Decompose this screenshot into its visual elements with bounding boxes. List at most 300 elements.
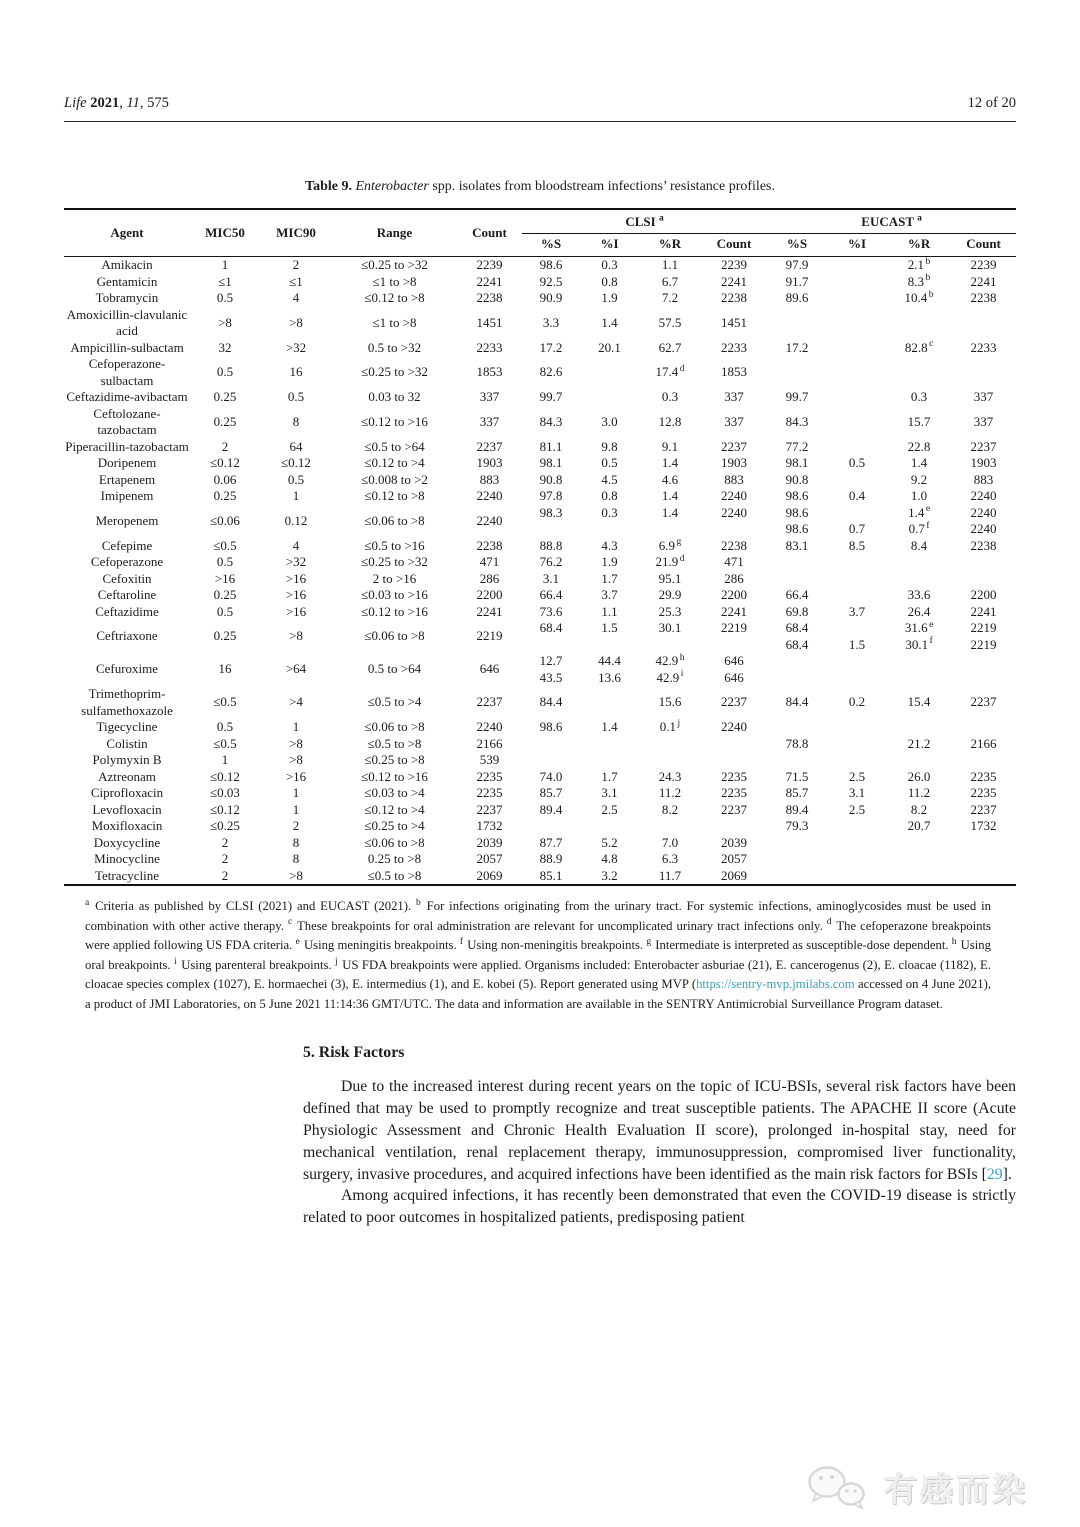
value-cell: >64 bbox=[285, 661, 307, 677]
value-cell: 11.7 bbox=[658, 867, 682, 883]
value-cell: 71.5 bbox=[785, 768, 809, 784]
value-cell: 3.3 bbox=[542, 314, 560, 330]
value-cell: 0.5 bbox=[216, 603, 234, 619]
value-cell: 83.1 bbox=[785, 537, 809, 553]
value-cell: >16 bbox=[285, 603, 307, 619]
value-cell: 2 bbox=[221, 438, 229, 454]
value-cell: 62.7 bbox=[658, 339, 682, 355]
value-cell: 16 bbox=[218, 661, 232, 677]
value-cell: 89.6 bbox=[785, 290, 809, 305]
value-cell: 2241 bbox=[970, 603, 997, 619]
value-cell: ≤0.25 to >4 bbox=[364, 818, 425, 833]
value-cell: 0.5 bbox=[287, 471, 305, 487]
value-cell bbox=[951, 307, 1016, 340]
value-cell bbox=[887, 868, 951, 886]
value-cell: ≤0.5 to >16 bbox=[364, 537, 425, 553]
value-cell: 337 bbox=[973, 413, 994, 429]
value-cell bbox=[767, 851, 827, 868]
value-cell: 2237 bbox=[476, 438, 503, 454]
value-cell: 74.0 bbox=[539, 768, 563, 784]
value-cell: 0.4 bbox=[848, 488, 866, 503]
value-cell: ≤0.12 to >8 bbox=[364, 290, 425, 305]
value-cell bbox=[827, 472, 887, 489]
table-row bbox=[64, 620, 1016, 653]
value-cell: 2240 bbox=[476, 488, 503, 503]
value-cell: 0.25 bbox=[213, 587, 237, 602]
value-cell: 2239 bbox=[970, 257, 997, 272]
value-cell bbox=[639, 736, 701, 753]
value-cell: 337 bbox=[724, 413, 744, 429]
value-cell bbox=[827, 868, 887, 886]
value-cell: 4.6 bbox=[661, 471, 679, 487]
col-header-range: Range bbox=[332, 209, 457, 257]
value-cell: 3.1 bbox=[542, 570, 560, 586]
value-cell: 2039 bbox=[476, 834, 503, 850]
value-cell: 0.5 to >64 bbox=[367, 661, 422, 677]
value-cell: 0.1 $^j$ bbox=[659, 718, 681, 734]
value-cell bbox=[522, 752, 580, 769]
table-row bbox=[64, 257, 1016, 274]
value-cell: 0.25 bbox=[213, 413, 237, 429]
value-cell: 1 bbox=[221, 257, 229, 272]
value-cell: 337 bbox=[479, 413, 500, 429]
value-cell bbox=[580, 686, 639, 719]
value-cell: 2069 bbox=[476, 867, 503, 883]
value-cell bbox=[767, 752, 827, 769]
watermark bbox=[802, 1463, 1028, 1511]
value-cell: >8 bbox=[289, 628, 303, 644]
value-cell: 0.5 to >32 bbox=[367, 339, 422, 355]
value-cell: 1.4 bbox=[601, 314, 618, 330]
value-cell: 29.9 bbox=[658, 587, 682, 602]
value-cell: 2237 bbox=[970, 694, 997, 710]
value-cell bbox=[887, 554, 951, 571]
value-cell bbox=[827, 406, 887, 439]
value-cell bbox=[639, 752, 701, 769]
value-cell: 0.5 bbox=[601, 455, 618, 470]
value-cell: 0.25 bbox=[213, 488, 237, 503]
value-cell: 97.9 bbox=[785, 257, 809, 272]
value-cell: 337 bbox=[973, 389, 994, 404]
value-cell: 2238 bbox=[970, 290, 997, 305]
value-cell: 646 bbox=[479, 661, 500, 677]
value-cell bbox=[887, 851, 951, 868]
value-cell: 92.5 bbox=[539, 273, 563, 289]
agent-cell: Cefepime bbox=[101, 537, 153, 553]
value-cell: ≤0.25 to >8 bbox=[364, 752, 425, 767]
col-header-agent: Agent bbox=[64, 209, 190, 257]
agent-cell: Ceftolozane-tazobactam bbox=[93, 405, 161, 437]
value-cell bbox=[767, 868, 827, 886]
value-cell: 0.5 bbox=[216, 364, 234, 380]
value-cell: 337 bbox=[479, 389, 500, 404]
value-cell: 4 bbox=[292, 537, 300, 553]
agent-cell: Trimethoprim-sulfamethoxazole bbox=[81, 686, 173, 718]
value-cell: 17.2 bbox=[785, 339, 809, 355]
value-cell: 2237 bbox=[970, 438, 997, 454]
table-row bbox=[64, 686, 1016, 719]
value-cell: ≤0.06 to >8 bbox=[364, 512, 425, 528]
value-cell: 0.25 to >8 bbox=[367, 851, 422, 866]
paragraph: Due to the increased interest during recent years on the topic of ICU-BSIs, several risk factors have been defined that may be used to promptly recognize and treat susceptible patients. The APACHE II score (Acute Physiologic Assessment and Chronic Health Evaluation II score), prolonged in-hospital stay, need for mechanical ventilation, renal replacement therapy, immunosuppression, compromised liver functionality, surgery, invasive procedures, and acquired infections have been identified as the main risk factors for BSIs [29]. bbox=[303, 1078, 1016, 1183]
value-cell: 98.6 bbox=[785, 488, 809, 503]
value-cell: 98.3 bbox=[539, 504, 563, 520]
value-cell: 2233 bbox=[476, 339, 503, 355]
table-row bbox=[64, 802, 1016, 819]
value-cell: 98.6 98.6 bbox=[785, 504, 809, 536]
value-cell: ≤0.25 bbox=[210, 818, 240, 833]
value-cell: 2 bbox=[221, 867, 229, 883]
value-cell: 99.7 bbox=[785, 389, 809, 404]
value-cell: ≤1 to >8 bbox=[372, 273, 417, 289]
table-row bbox=[64, 835, 1016, 852]
value-cell: 3.1 bbox=[848, 785, 866, 800]
value-cell: 7.2 bbox=[661, 290, 679, 305]
journal-citation: Life 2021, 11, 575 bbox=[64, 95, 169, 111]
value-cell: ≤0.5 to >8 bbox=[367, 867, 422, 883]
citation-29-link[interactable]: 29 bbox=[986, 1165, 1003, 1183]
value-cell: 78.8 bbox=[785, 735, 809, 751]
value-cell: 1.9 bbox=[601, 554, 618, 569]
value-cell: 98.1 bbox=[785, 455, 809, 470]
value-cell bbox=[701, 818, 767, 835]
value-cell: 81.1 bbox=[539, 438, 563, 454]
value-cell: 2.5 bbox=[601, 801, 618, 817]
value-cell: 2237 bbox=[721, 438, 748, 454]
value-cell: 1.9 bbox=[601, 290, 618, 305]
value-cell: 2237 bbox=[476, 801, 503, 817]
value-cell: 98.6 bbox=[539, 719, 563, 734]
value-cell: 1 bbox=[221, 752, 229, 767]
value-cell: 44.4 13.6 bbox=[598, 653, 621, 685]
value-cell: ≤0.5 to >4 bbox=[367, 694, 422, 710]
value-cell: 539 bbox=[479, 752, 500, 767]
value-cell: 6.3 bbox=[661, 851, 679, 866]
header-rule bbox=[64, 121, 1016, 122]
value-cell: 98.6 bbox=[539, 257, 563, 272]
value-cell: 2238 bbox=[721, 290, 748, 305]
value-cell bbox=[951, 752, 1016, 769]
value-cell: 0.5 bbox=[848, 455, 866, 470]
value-cell: 2 bbox=[292, 818, 300, 833]
col-header-eucast-i: %I bbox=[827, 233, 887, 257]
table-row bbox=[64, 719, 1016, 736]
value-cell: 90.9 bbox=[539, 290, 563, 305]
value-cell: 9.8 bbox=[601, 438, 618, 454]
value-cell: ≤0.06 to >8 bbox=[364, 719, 425, 734]
value-cell: 8.4 bbox=[910, 537, 928, 553]
value-cell: 2 to >16 bbox=[372, 570, 417, 586]
value-cell: ≤0.5 to >8 bbox=[367, 735, 422, 751]
agent-cell: Ciprofloxacin bbox=[90, 785, 164, 800]
value-cell: 0.3 bbox=[910, 389, 928, 404]
value-cell: 1.4 bbox=[661, 488, 679, 503]
value-cell bbox=[767, 307, 827, 340]
value-cell: 88.9 bbox=[539, 851, 563, 866]
table-row bbox=[64, 488, 1016, 505]
table-row bbox=[64, 868, 1016, 886]
value-cell: 90.8 bbox=[785, 471, 809, 487]
value-cell: 15.7 bbox=[907, 413, 931, 429]
clsi-footnote-mark: a bbox=[658, 213, 664, 224]
agent-cell: Amoxicillin-clavulanic acid bbox=[66, 306, 188, 338]
value-cell: 15.6 bbox=[658, 694, 682, 710]
value-cell bbox=[887, 752, 951, 769]
agent-cell: Cefoperazone-sulbactam bbox=[88, 356, 166, 388]
value-cell: 4.8 bbox=[601, 851, 618, 866]
value-cell bbox=[522, 736, 580, 753]
value-cell: 2200 bbox=[476, 587, 503, 602]
value-cell bbox=[887, 719, 951, 736]
table-row bbox=[64, 356, 1016, 389]
sentry-mvp-link[interactable]: https://sentry-mvp.jmilabs.com bbox=[696, 977, 855, 992]
value-cell: >8 bbox=[289, 314, 303, 330]
value-cell: ≤0.25 to >32 bbox=[361, 364, 428, 380]
value-cell: 9.1 bbox=[661, 438, 679, 454]
value-cell: 12.8 bbox=[658, 413, 682, 429]
value-cell: >16 bbox=[285, 768, 307, 784]
value-cell: 76.2 bbox=[539, 554, 563, 569]
value-cell: 2241 bbox=[721, 273, 748, 289]
section-heading: 5. Risk Factors bbox=[303, 1043, 405, 1061]
value-cell: 84.4 bbox=[539, 694, 563, 710]
value-cell: >16 bbox=[285, 570, 307, 586]
value-cell: 883 bbox=[973, 471, 994, 487]
value-cell: 69.8 bbox=[785, 603, 809, 619]
value-cell: 84.4 bbox=[785, 694, 809, 710]
value-cell: 0.12 bbox=[284, 512, 308, 528]
value-cell: 25.3 bbox=[658, 603, 682, 619]
table-row bbox=[64, 604, 1016, 621]
value-cell: 4.3 bbox=[601, 537, 618, 553]
value-cell bbox=[827, 571, 887, 588]
value-cell: ≤0.12 bbox=[210, 801, 240, 817]
value-cell: >8 bbox=[289, 867, 303, 883]
value-cell: ≤0.06 to >8 bbox=[364, 628, 425, 644]
value-cell: 0.5 bbox=[216, 290, 234, 305]
value-cell: 2240 bbox=[721, 488, 748, 503]
value-cell: 1.7 bbox=[601, 570, 618, 586]
value-cell: 2237 bbox=[721, 694, 748, 710]
col-header-count: Count bbox=[457, 209, 522, 257]
value-cell: 0.2 bbox=[848, 694, 866, 710]
value-cell: 0.5 bbox=[287, 389, 305, 404]
value-cell bbox=[887, 356, 951, 389]
value-cell: 0.3 bbox=[661, 389, 679, 404]
value-cell bbox=[580, 389, 639, 406]
value-cell: 82.6 bbox=[539, 364, 563, 380]
table-row bbox=[64, 290, 1016, 307]
value-cell: 2219 bbox=[476, 628, 503, 644]
value-cell: >32 bbox=[285, 339, 307, 355]
value-cell: 0.3 bbox=[601, 257, 618, 272]
paragraph: Among acquired infections, it has recently been demonstrated that even the COVID-19 disease is strictly related to poor outcomes in hospitalized patients, predisposing patient bbox=[303, 1187, 1016, 1227]
table-row bbox=[64, 505, 1016, 538]
value-cell: 1.1 bbox=[661, 257, 679, 272]
clsi-label: CLSI bbox=[625, 214, 656, 229]
value-cell: 21.9 $^d$ bbox=[655, 553, 685, 569]
value-cell: 2.5 bbox=[848, 768, 866, 784]
value-cell bbox=[887, 835, 951, 852]
value-cell: 0.8 bbox=[601, 273, 618, 289]
value-cell bbox=[767, 653, 827, 686]
value-cell: >16 bbox=[285, 587, 307, 602]
value-cell: 26.4 bbox=[907, 603, 931, 619]
value-cell: 1.4 bbox=[661, 455, 679, 470]
value-cell bbox=[827, 719, 887, 736]
value-cell: 32 bbox=[218, 339, 232, 355]
value-cell: 2 bbox=[221, 851, 229, 866]
value-cell: 1903 bbox=[970, 455, 997, 470]
value-cell: 2238 bbox=[476, 537, 503, 553]
value-cell: 2235 bbox=[970, 768, 997, 784]
value-cell: 17.4 $^d$ bbox=[655, 363, 685, 380]
value-cell: 33.6 bbox=[907, 587, 931, 602]
value-cell: 89.4 bbox=[539, 801, 563, 817]
value-cell: 21.2 bbox=[907, 735, 931, 751]
value-cell bbox=[887, 571, 951, 588]
table-row bbox=[64, 769, 1016, 786]
value-cell: 1853 bbox=[476, 364, 503, 380]
value-cell bbox=[827, 736, 887, 753]
value-cell: 1 bbox=[292, 801, 300, 817]
value-cell bbox=[767, 719, 827, 736]
value-cell bbox=[951, 356, 1016, 389]
value-cell: 85.7 bbox=[785, 785, 809, 800]
value-cell: ≤0.12 to >16 bbox=[361, 413, 428, 429]
value-cell bbox=[951, 554, 1016, 571]
value-cell: 2.1 $^b$ bbox=[907, 256, 931, 272]
value-cell bbox=[951, 719, 1016, 736]
table-row bbox=[64, 752, 1016, 769]
table-row bbox=[64, 389, 1016, 406]
value-cell: 2235 bbox=[476, 768, 503, 784]
value-cell: 91.7 bbox=[785, 273, 809, 289]
agent-cell: Cefuroxime bbox=[95, 661, 159, 677]
value-cell: 1732 bbox=[476, 818, 503, 833]
value-cell: 2238 bbox=[970, 537, 997, 553]
value-cell: ≤1 to >8 bbox=[372, 314, 417, 330]
value-cell: 12.7 43.5 bbox=[539, 653, 563, 685]
table-row bbox=[64, 653, 1016, 686]
value-cell bbox=[827, 818, 887, 835]
value-cell: 24.3 bbox=[658, 768, 682, 784]
value-cell: 6.9 $^g$ bbox=[658, 537, 682, 553]
agent-cell: Ampicillin-sulbactam bbox=[70, 339, 184, 355]
value-cell: 8 bbox=[292, 834, 300, 850]
agent-cell: Cefoperazone bbox=[90, 554, 164, 569]
value-cell: 286 bbox=[479, 570, 500, 586]
agent-cell: Ceftriaxone bbox=[96, 628, 158, 644]
value-cell: 98.1 bbox=[539, 455, 563, 470]
table-row bbox=[64, 736, 1016, 753]
value-cell: ≤1 bbox=[218, 273, 232, 289]
value-cell: 2039 bbox=[721, 834, 748, 850]
value-cell: ≤0.12 to >16 bbox=[361, 768, 428, 784]
agent-cell: Cefoxitin bbox=[102, 570, 152, 586]
table-row bbox=[64, 455, 1016, 472]
value-cell: ≤0.25 to >32 bbox=[361, 554, 428, 569]
value-cell: ≤0.03 bbox=[210, 785, 240, 800]
value-cell: 79.3 bbox=[785, 818, 809, 833]
value-cell: 85.1 bbox=[539, 867, 563, 883]
value-cell: 2240 bbox=[476, 512, 503, 528]
table-row bbox=[64, 571, 1016, 588]
value-cell bbox=[951, 851, 1016, 868]
value-cell: >8 bbox=[289, 752, 303, 767]
value-cell: ≤0.12 to >4 bbox=[364, 801, 425, 817]
value-cell: 11.2 bbox=[907, 785, 931, 800]
agent-cell: Ceftaroline bbox=[97, 587, 157, 602]
value-cell: 2241 bbox=[970, 273, 997, 289]
value-cell: >8 bbox=[218, 314, 232, 330]
value-cell: 1903 bbox=[721, 455, 748, 470]
value-cell bbox=[827, 356, 887, 389]
value-cell bbox=[580, 356, 639, 389]
value-cell: 73.6 bbox=[539, 603, 563, 619]
value-cell bbox=[767, 356, 827, 389]
value-cell: ≤0.12 to >16 bbox=[361, 603, 428, 619]
agent-cell: Meropenem bbox=[95, 512, 159, 528]
value-cell bbox=[827, 257, 887, 274]
value-cell: 2 bbox=[221, 834, 229, 850]
value-cell: 0.5 bbox=[216, 554, 234, 569]
value-cell: 471 bbox=[479, 554, 500, 569]
value-cell: 3.0 bbox=[601, 413, 618, 429]
value-cell: 2241 bbox=[476, 273, 503, 289]
value-cell: 89.4 bbox=[785, 801, 809, 817]
section-risk-factors bbox=[303, 1042, 1016, 1229]
value-cell: ≤0.008 to >2 bbox=[361, 471, 428, 487]
value-cell: 3.2 bbox=[601, 867, 618, 883]
value-cell: 77.2 bbox=[785, 438, 809, 454]
value-cell: 2239 bbox=[721, 257, 748, 272]
value-cell: 2237 bbox=[721, 801, 748, 817]
value-cell: ≤0.5 bbox=[213, 694, 237, 710]
value-cell: 8.5 bbox=[848, 537, 866, 553]
value-cell: 2241 bbox=[476, 603, 503, 619]
value-cell: 30.1 bbox=[658, 620, 682, 635]
value-cell: 1.5 bbox=[848, 636, 866, 652]
value-cell: >32 bbox=[285, 554, 307, 569]
value-cell: 0.06 bbox=[213, 471, 237, 487]
table-row bbox=[64, 851, 1016, 868]
value-cell: 9.2 bbox=[910, 471, 928, 487]
value-cell bbox=[951, 868, 1016, 886]
col-header-clsi-r: %R bbox=[639, 233, 701, 257]
col-header-mic50: MIC50 bbox=[190, 209, 260, 257]
value-cell: 1853 bbox=[721, 364, 748, 380]
value-cell: 1.4 $^e$ 0.7 $^f$ bbox=[908, 504, 931, 536]
eucast-label: EUCAST bbox=[861, 214, 914, 229]
table-row bbox=[64, 406, 1016, 439]
value-cell: 4.5 bbox=[601, 471, 618, 487]
value-cell: 2240 bbox=[721, 504, 748, 520]
value-cell: 8.3 $^b$ bbox=[907, 273, 931, 289]
value-cell bbox=[887, 653, 951, 686]
value-cell: 2233 bbox=[970, 339, 997, 355]
value-cell: 1.4 bbox=[601, 719, 618, 734]
table-row bbox=[64, 340, 1016, 357]
value-cell: 2235 bbox=[721, 768, 748, 784]
value-cell: 66.4 bbox=[785, 587, 809, 602]
value-cell: 5.2 bbox=[601, 834, 618, 850]
value-cell bbox=[827, 653, 887, 686]
value-cell: 2.5 bbox=[848, 801, 866, 817]
value-cell bbox=[827, 587, 887, 604]
value-cell bbox=[951, 653, 1016, 686]
eucast-footnote-mark: a bbox=[917, 213, 922, 224]
